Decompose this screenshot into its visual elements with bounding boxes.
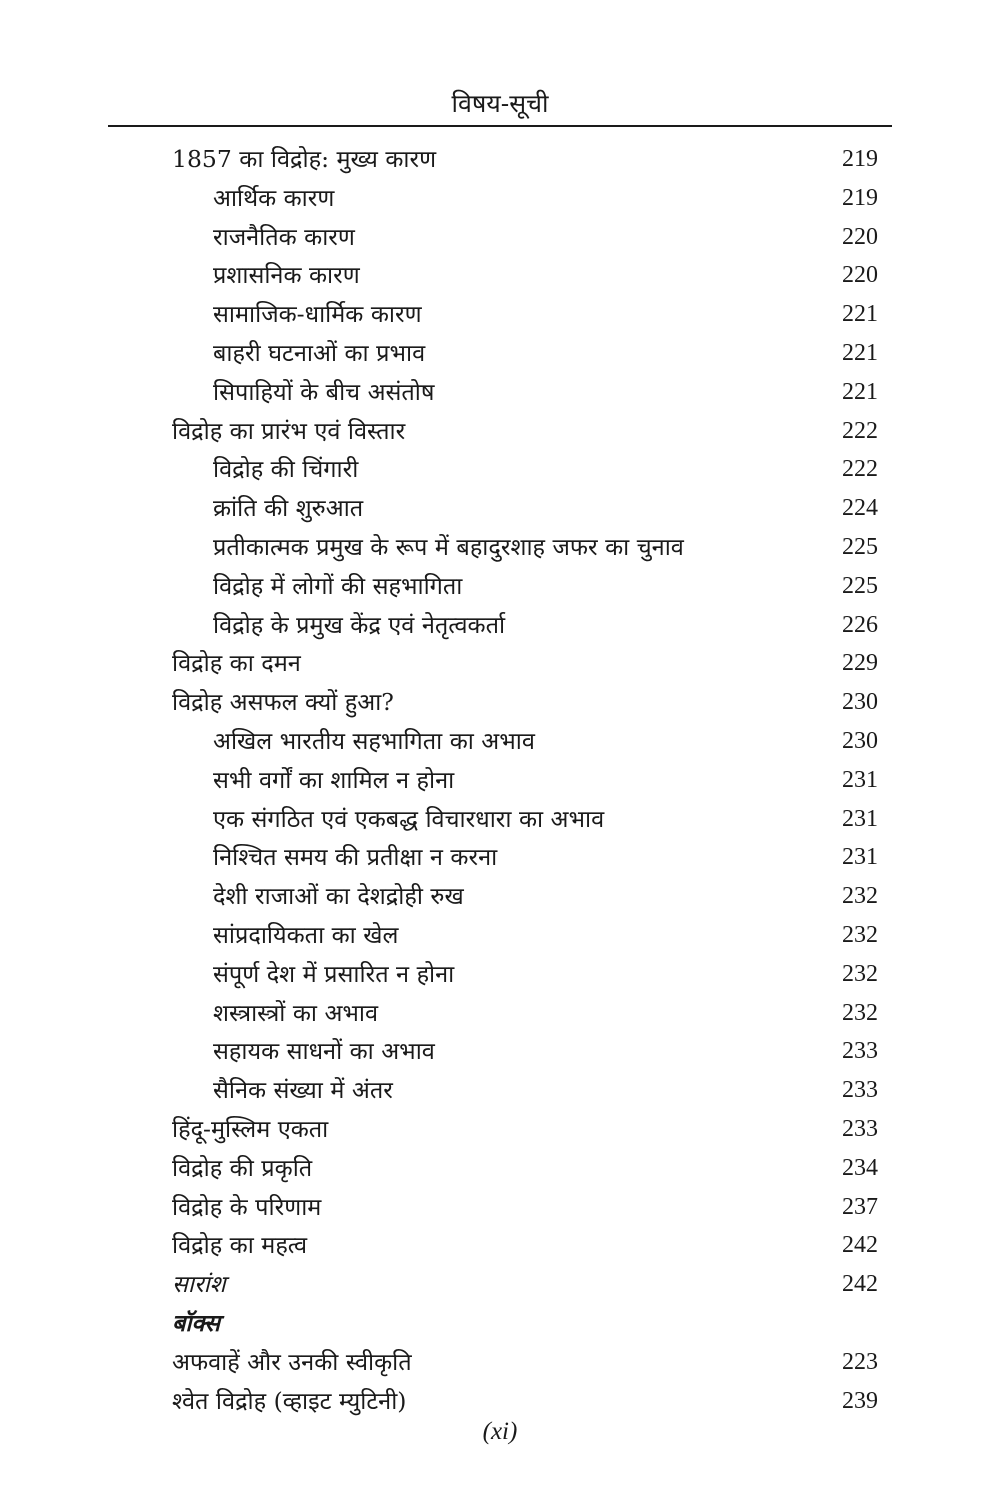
toc-entry	[0, 218, 1000, 257]
page-header-title: विषय-सूची	[451, 89, 549, 118]
table-of-contents	[0, 140, 1000, 1420]
toc-entry-title: विद्रोह का महत्व	[172, 1231, 308, 1260]
toc-entry	[0, 1149, 1000, 1188]
toc-entry	[0, 256, 1000, 295]
toc-entry-title: सहायक साधनों का अभाव	[213, 1037, 435, 1066]
toc-entry-page-number: 225	[842, 572, 878, 599]
toc-entry	[0, 1071, 1000, 1110]
toc-entry-page-number: 232	[842, 883, 878, 910]
toc-entry-page-number: 242	[842, 1271, 878, 1298]
toc-entry	[0, 1343, 1000, 1382]
toc-entry-page-number: 231	[842, 844, 878, 871]
toc-entry-title: संपूर्ण देश में प्रसारित न होना	[213, 959, 455, 988]
toc-entry-title: विद्रोह का प्रारंभ एवं विस्तार	[172, 416, 406, 445]
toc-entry-title: सामाजिक-धार्मिक कारण	[213, 300, 422, 329]
toc-entry-page-number: 219	[842, 146, 878, 172]
toc-entry-page-number: 233	[842, 1115, 878, 1142]
toc-entry	[0, 761, 1000, 800]
toc-entry-title: सारांश	[172, 1270, 226, 1299]
toc-entry-title: सांप्रदायिकता का खेल	[213, 920, 399, 949]
toc-entry-page-number: 220	[842, 262, 878, 289]
toc-entry	[0, 955, 1000, 994]
toc-entry	[0, 373, 1000, 412]
toc-entry-page-number: 226	[842, 611, 878, 638]
toc-entry-title: विद्रोह के प्रमुख केंद्र एवं नेतृत्वकर्ता	[213, 610, 506, 639]
toc-entry	[0, 800, 1000, 839]
toc-entry-title: सैनिक संख्या में अंतर	[213, 1076, 393, 1105]
toc-entry-page-number: 219	[842, 184, 878, 211]
toc-entry-page-number: 224	[842, 495, 878, 522]
toc-entry	[0, 489, 1000, 528]
toc-entry	[0, 412, 1000, 451]
toc-entry-page-number: 221	[842, 378, 878, 405]
toc-entry-page-number: 222	[842, 417, 878, 444]
toc-entry	[0, 528, 1000, 567]
toc-entry-title: आर्थिक कारण	[213, 183, 335, 212]
toc-entry-title: एक संगठित एवं एकबद्ध विचारधारा का अभाव	[213, 804, 605, 833]
toc-entry-title: विद्रोह के परिणाम	[172, 1192, 322, 1221]
toc-entry-page-number: 232	[842, 999, 878, 1026]
toc-entry	[0, 838, 1000, 877]
toc-entry	[0, 916, 1000, 955]
toc-entry	[0, 1032, 1000, 1071]
toc-entry-title: अफवाहें और उनकी स्वीकृति	[172, 1347, 412, 1376]
toc-entry	[0, 606, 1000, 645]
toc-entry	[0, 179, 1000, 218]
toc-entry-title: देशी राजाओं का देशद्रोही रुख	[213, 882, 464, 911]
toc-entry	[0, 140, 1000, 179]
toc-entry-title: श्वेत विद्रोह (व्हाइट म्युटिनी)	[172, 1386, 407, 1415]
toc-entry-title: निश्चित समय की प्रतीक्षा न करना	[213, 843, 498, 872]
toc-entry-page-number: 231	[842, 766, 878, 793]
toc-entry	[0, 722, 1000, 761]
toc-entry-title: क्रांति की शुरुआत	[213, 494, 364, 523]
toc-entry	[0, 1110, 1000, 1149]
toc-entry-page-number: 237	[842, 1193, 878, 1220]
toc-entry-page-number: 233	[842, 1038, 878, 1065]
toc-entry-title: प्रतीकात्मक प्रमुख के रूप में बहादुरशाह जफर का चुनाव	[213, 532, 684, 561]
toc-entry-title: विद्रोह में लोगों की सहभागिता	[213, 571, 463, 600]
toc-entry-title: प्रशासनिक कारण	[213, 261, 360, 290]
toc-entry-page-number: 221	[842, 301, 878, 328]
toc-entry-title: सभी वर्गों का शामिल न होना	[213, 765, 455, 794]
toc-entry-page-number: 230	[842, 727, 878, 754]
toc-entry-title: राजनैतिक कारण	[213, 222, 355, 251]
toc-entry-title: बाहरी घटनाओं का प्रभाव	[213, 338, 426, 367]
toc-entry-page-number: 230	[842, 689, 878, 716]
toc-entry	[0, 334, 1000, 373]
toc-entry-title: 1857 का विद्रोह: मुख्य कारण	[172, 145, 437, 173]
toc-entry-page-number: 229	[842, 650, 878, 677]
toc-entry-page-number: 221	[842, 339, 878, 366]
header-divider	[108, 125, 892, 127]
toc-entry-title: बॉक्स	[172, 1308, 221, 1337]
toc-entry	[0, 994, 1000, 1033]
toc-entry-page-number: 234	[842, 1154, 878, 1181]
toc-section-heading	[0, 1304, 1000, 1343]
toc-entry	[0, 644, 1000, 683]
toc-entry-page-number: 225	[842, 533, 878, 560]
toc-entry-page-number: 223	[842, 1348, 878, 1375]
page-number-footer: (xi)	[482, 1418, 518, 1445]
toc-entry	[0, 295, 1000, 334]
toc-entry	[0, 1265, 1000, 1304]
toc-entry	[0, 567, 1000, 606]
toc-entry-title: हिंदू-मुस्लिम एकता	[172, 1114, 329, 1143]
toc-entry	[0, 683, 1000, 722]
toc-entry-title: विद्रोह की चिंगारी	[213, 455, 359, 484]
toc-entry-page-number: 231	[842, 805, 878, 832]
toc-entry-title: अखिल भारतीय सहभागिता का अभाव	[213, 726, 535, 755]
toc-entry-title: विद्रोह का दमन	[172, 649, 301, 678]
toc-entry-page-number: 232	[842, 921, 878, 948]
toc-entry	[0, 1226, 1000, 1265]
toc-entry	[0, 450, 1000, 489]
toc-entry-page-number: 232	[842, 960, 878, 987]
toc-entry-title: विद्रोह असफल क्यों हुआ?	[172, 688, 394, 717]
toc-entry	[0, 877, 1000, 916]
toc-entry-title: शस्त्रास्त्रों का अभाव	[213, 998, 379, 1027]
toc-entry-title: विद्रोह की प्रकृति	[172, 1153, 313, 1182]
toc-entry-page-number: 222	[842, 456, 878, 483]
toc-entry-page-number: 233	[842, 1077, 878, 1104]
toc-entry	[0, 1188, 1000, 1227]
toc-entry-page-number: 239	[842, 1387, 878, 1414]
toc-entry-page-number: 220	[842, 223, 878, 250]
toc-entry-page-number: 242	[842, 1232, 878, 1259]
toc-entry-title: सिपाहियों के बीच असंतोष	[213, 377, 435, 406]
